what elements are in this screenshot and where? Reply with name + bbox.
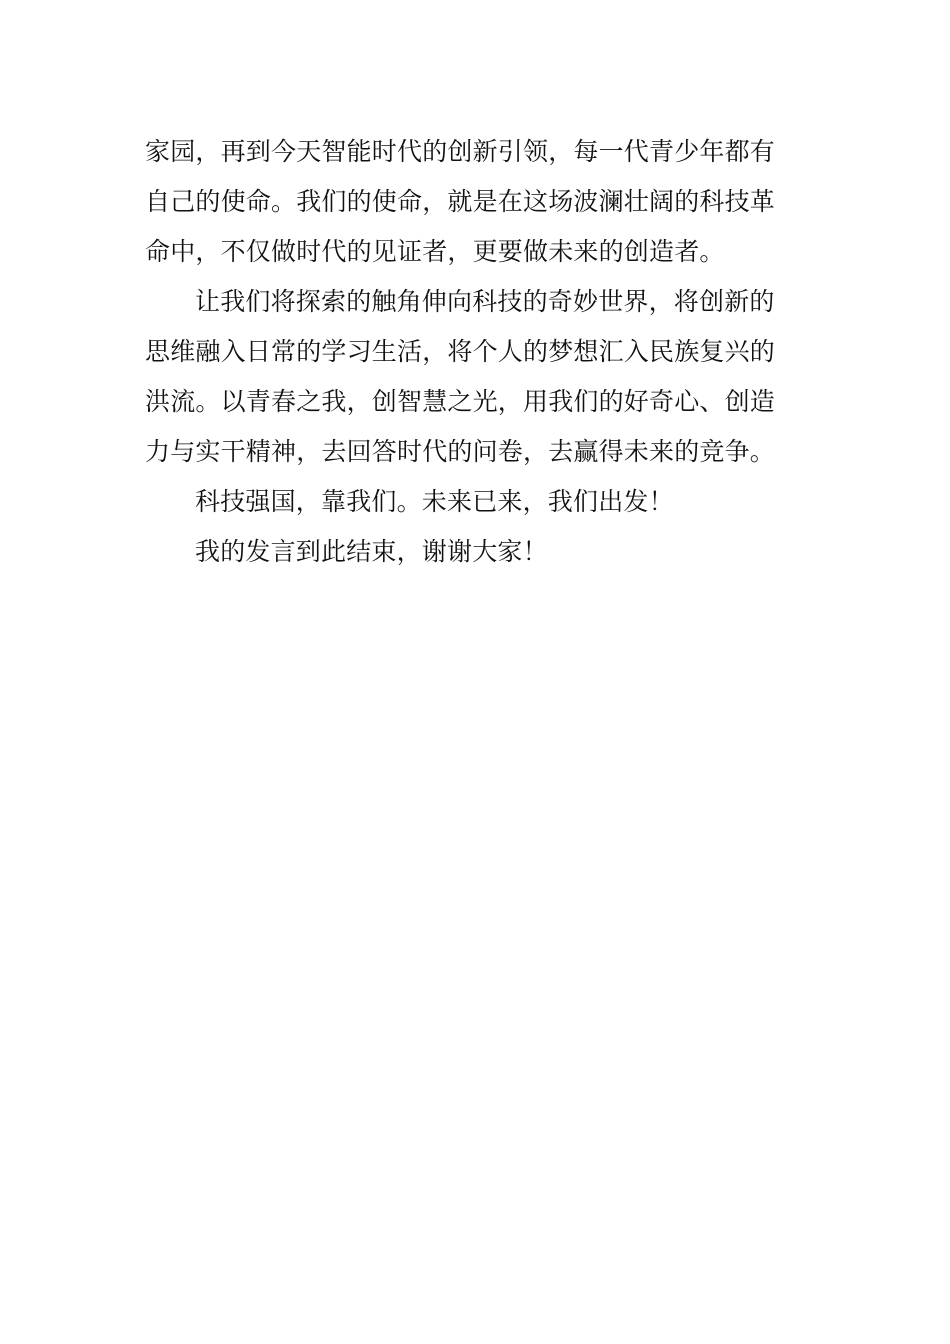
text-line: 家园，再到今天智能时代的创新引领，每一代青少年都有 [145, 137, 776, 166]
paragraph [145, 527, 785, 577]
text-line: 洪流。以青春之我，创智慧之光，用我们的好奇心、创造 [145, 387, 776, 416]
text-line: 命中，不仅做时代的见证者，更要做未来的创造者。 [145, 237, 725, 266]
text-line: 让我们将探索的触角伸向科技的奇妙世界，将创新的 [195, 287, 775, 316]
text-line: 力与实干精神，去回答时代的问卷，去赢得未来的竞争。 [145, 437, 776, 466]
paragraph [145, 477, 785, 527]
text-line: 我的发言到此结束，谢谢大家！ [195, 537, 548, 566]
paragraph [145, 127, 785, 277]
body-text [145, 127, 785, 577]
text-line: 思维融入日常的学习生活，将个人的梦想汇入民族复兴的 [145, 337, 776, 366]
paragraph [145, 277, 785, 477]
text-line: 科技强国，靠我们。未来已来，我们出发！ [195, 487, 674, 516]
text-line: 自己的使命。我们的使命，就是在这场波澜壮阔的科技革 [145, 187, 776, 216]
